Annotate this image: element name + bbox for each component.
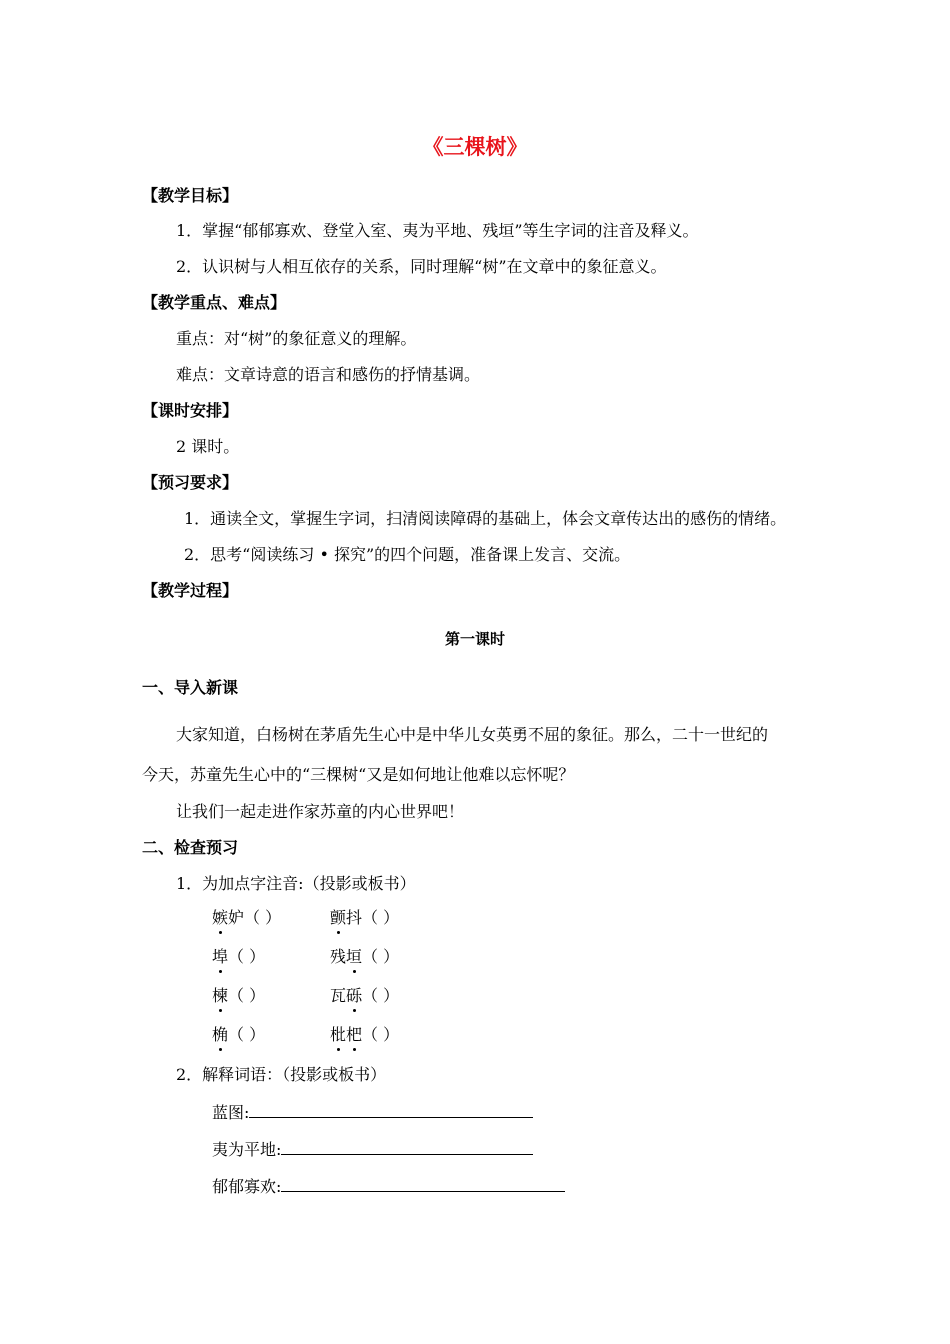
focus-difficult: 难点：文章诗意的语言和感伤的抒情基调。 xyxy=(176,365,481,384)
dotted-char: 桷 xyxy=(212,1025,229,1044)
process-header: 【教学过程】 xyxy=(142,581,239,600)
preview-2: 2．思考“阅读练习 • 探究”的四个问题，准备课上发言、交流。 xyxy=(184,545,631,564)
task-2: 2．解释词语：（投影或板书） xyxy=(176,1065,387,1084)
dotted-char: 枇 xyxy=(330,1025,347,1044)
pinyin-item: 楝（ ） xyxy=(212,986,266,1005)
dotted-char: 嫉 xyxy=(212,908,229,927)
schedule-text: 2 课时。 xyxy=(176,437,240,456)
objectives-header: 【教学目标】 xyxy=(142,186,239,205)
focus-key: 重点：对“树”的象征意义的理解。 xyxy=(176,329,417,348)
objective-1: 1．掌握“郁郁寡欢、登堂入室、夷为平地、残垣”等生字词的注音及释义。 xyxy=(176,221,699,240)
vocab-item: 蓝图: xyxy=(212,1103,533,1121)
schedule-header: 【课时安排】 xyxy=(142,401,239,420)
intro-line-2: 今天，苏童先生心中的“三棵树“又是如何地让他难以忘怀呢？ xyxy=(142,765,575,784)
pinyin-item: 瓦砾（ ） xyxy=(330,986,400,1005)
preview-1: 1．通读全文，掌握生字词，扫清阅读障碍的基础上，体会文章传达出的感伤的情绪。 xyxy=(184,509,787,528)
objective-2: 2．认识树与人相互依存的关系，同时理解“树”在文章中的象征意义。 xyxy=(176,257,667,276)
vocab-item: 夷为平地: xyxy=(212,1140,533,1158)
dotted-char: 埠 xyxy=(212,947,229,966)
page-title: 《三棵树》 xyxy=(422,135,528,159)
answer-blank[interactable] xyxy=(281,1140,533,1155)
intro-line-1: 大家知道，白杨树在茅盾先生心中是中华儿女英勇不屈的象征。那么，二十一世纪的 xyxy=(176,725,769,744)
focus-header: 【教学重点、难点】 xyxy=(142,293,287,312)
answer-blank[interactable] xyxy=(249,1103,533,1118)
dotted-char: 杷 xyxy=(346,1025,363,1044)
pinyin-item: 枇杷（ ） xyxy=(330,1025,400,1044)
pinyin-item: 桷（ ） xyxy=(212,1025,266,1044)
answer-blank[interactable] xyxy=(281,1177,565,1192)
pinyin-item: 埠（ ） xyxy=(212,947,266,966)
intro-line-3: 让我们一起走进作家苏童的内心世界吧！ xyxy=(176,802,465,821)
pinyin-item: 嫉妒（ ） xyxy=(212,908,282,927)
pinyin-item: 残垣（ ） xyxy=(330,947,400,966)
pinyin-item: 颤抖（ ） xyxy=(330,908,400,927)
part2-header: 二、检查预习 xyxy=(142,838,239,857)
vocab-item: 郁郁寡欢: xyxy=(212,1177,565,1195)
task-1: 1．为加点字注音:（投影或板书） xyxy=(176,874,416,893)
dotted-char: 楝 xyxy=(212,986,229,1005)
lesson-title: 第一课时 xyxy=(444,630,505,648)
preview-header: 【预习要求】 xyxy=(142,473,239,492)
part1-header: 一、导入新课 xyxy=(142,678,239,697)
dotted-char: 垣 xyxy=(346,947,363,966)
dotted-char: 颤 xyxy=(330,908,347,927)
dotted-char: 砾 xyxy=(346,986,363,1005)
